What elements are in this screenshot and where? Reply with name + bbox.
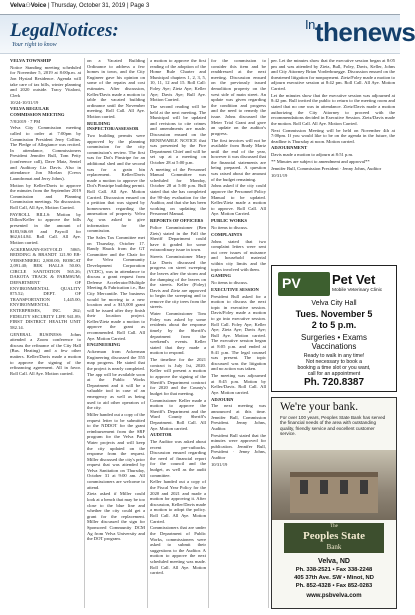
bank-window bbox=[360, 480, 368, 494]
notice-paragraph: Zietz asked if Miller could look at a bench that may be too close to the blue line and whether the city could get a grant for the replacement. Miller discussed the sign for Sponsored Community DCM Ag from Velva University and the DOT program. bbox=[87, 491, 145, 542]
legal-notices-subtitle: Your right to know bbox=[12, 42, 57, 48]
notice-code: 10/31/19 bbox=[211, 461, 228, 467]
notice-paragraph: Jennifer Bull, Commission President · Jenny Johns, Auditor bbox=[271, 165, 382, 171]
notice-paragraph: Notice Standing meeting scheduled for November 5, 2019 at 8:00p.m. at Jon Hystad Residence. Agenda will take care of tax bills, winter planning and 2020 outside. Tracy Vitaloni, Clerk bbox=[10, 64, 81, 98]
notice-paragraph: Commissioners that are under the Department of Public Works, commissioners were asked to submit their suggestions to the Auditor. A motion to approve the next scheduled meeting was made. Roll Call. All Aye. Motion carried. bbox=[150, 525, 206, 576]
bank-window bbox=[320, 480, 328, 494]
notice-column-1 bbox=[10, 58, 81, 610]
notice-column-2 bbox=[87, 58, 145, 610]
pet-vet-logo-text: PV bbox=[282, 275, 301, 291]
bank-body: For over 100 years, Peoples State Bank has served the financial needs of the area with outstanding quality, friendly service and excellent customer service. bbox=[280, 415, 386, 437]
notice-heading: VELVA REGULAR COMMISSION MEETING bbox=[10, 106, 65, 117]
notice-paragraph: for the commission to consider this item and be readdressed at the next meeting. Discussion ensued on the previously issued demolition property on the west side of main street. An update was given regarding the condition and progress and the need to remedy the issue. Johns discussed the Meter Trial Grant and gave an update on the auditor's progress. bbox=[211, 58, 266, 136]
column-rule bbox=[208, 58, 209, 608]
notice-heading: PUBLIC WORKS bbox=[211, 218, 248, 224]
pet-vet-logo bbox=[278, 272, 330, 296]
bank-logo-line-2: Peoples State bbox=[302, 530, 365, 542]
pet-vet-tagline: Mobile Veterinary Clinic bbox=[332, 288, 383, 293]
notice-paragraph: Ackerman from Ackerman Engineering discussed the 555 map progress. He stated that the project is nearly completed. The app will be available soon at the Public Works Department and it will be a valuable tool in case of an emergency as well as being used to aid other operators of the city. bbox=[87, 349, 145, 411]
notice-paragraph: A meeting of the Personnel Manual Committee was scheduled for Monday, October 28 at 5:00 p.m. Bull stated that she has completed the 90-day evaluation for the Auditor, and that she has been working on updating the Personnel Manual. bbox=[150, 166, 206, 217]
notice-paragraph: per. Let the minutes show that the executive session began at 8:05 pm and was attended by Zietz, Bull, Foley, Davis, Keller, Johns and City Attorney Brian Vorderbruegge. Discussion ensued on the threatened litigation for nonpayment. Zietz/Foley made a motion to adjourn executive session at 8:42 pm. Roll Call. All Aye. Motion Carried. bbox=[271, 58, 395, 91]
issue-info: | Thursday, October 31, 2019 | Page 3 bbox=[47, 3, 150, 9]
pet-vet-call-line-3: call for an appointment bbox=[307, 371, 361, 377]
notice-column-3 bbox=[150, 58, 206, 610]
notice-paragraph: The meeting was adjourned at 8:45 p.m. Motion by Keller/Davis. Roll Call. All Aye. Motion carried. bbox=[211, 373, 266, 395]
notice-paragraph: PAYROLL BILLS: Motion by Dillon/Keller to approve the bills presented in the amount of $183,946.69 and Payroll for $62,614.84. Roll Call. All Aye. Motion carried. bbox=[10, 211, 81, 245]
notice-paragraph: No items to discuss. bbox=[211, 280, 249, 286]
bank-address-city: Velva, ND bbox=[318, 558, 350, 565]
notice-paragraph: President Bull asked for a motion to discuss the next topic in executive session. Davis/Foley made a motion to go into executive session. Roll Call. Foley Aye; Keller Aye; Zietz Aye; Davis Aye; Bull Aye. Motion carried. The executive session began at 8:05 p.m. and ended at 8:41 p.m. The legal counsel was present. The topic discussed was the litigation and no action was taken. bbox=[211, 293, 266, 372]
pet-vet-time: 2 to 5 p.m. bbox=[311, 320, 357, 330]
bank-address-minot: 405 37th Ave. SW • Minot, ND bbox=[294, 575, 374, 581]
notice-heading: EXECUTIVE SESSION bbox=[211, 286, 259, 292]
pet-vet-services-2: Vaccinations bbox=[311, 342, 357, 351]
notice-paragraph: President Bull stated that the minutes were approved for publication. Jennifer Bull, President · Jenny Johns, Auditor bbox=[211, 432, 266, 460]
pet-vet-phone: Ph. 720.8387 bbox=[303, 377, 365, 388]
in-the-news-prefix: In bbox=[305, 17, 315, 32]
notice-heading: ADJOURNMENT bbox=[271, 145, 308, 151]
bank-logo-line-1: The bbox=[330, 524, 338, 529]
notice-paragraph: The second reading will be held at the next meeting. The Municipal will be updated and revisions to cite crimes and amendments are made. Discussion ensued on the RENEWABLE NOTICE that was presented by the Fire Department Chief and will be set up at a meeting on October 28 at 5:00 p.m. bbox=[150, 103, 206, 165]
notice-paragraph: Two building permits were approved by the planning commission for the city commission's review. The first was for Dot's Pinstripe for an additional shed and the second was for a grain bin replacement. Keller/Davis made a motion to approve the Dot's Pinstripe building permit. Roll Call. All Aye. Motion Carried. Discussion ensued on a petition that was signed by homeowners regarding the annexation of property. Velva Ag was asked to give information for the commission. bbox=[87, 133, 145, 234]
notice-column-5 bbox=[271, 58, 395, 261]
notice-paragraph: ** Minutes are subject to amendment and approval** bbox=[271, 159, 370, 165]
notice-code: 10/24-10/31/19 bbox=[10, 99, 39, 105]
notice-heading: GAMING bbox=[211, 273, 231, 279]
paper-name-rest: Voice bbox=[30, 3, 47, 9]
notice-paragraph: Miller handed out a copy of the request letter to be submitted to the NDDOT for the grant reimbursement from the SRF program for the Velva Park Water projects and will keep the city updated on the response from the request. Miller discussed the city's prior request that was attended by Velva Sanitation on Thursday, October 31 at 9:00 am. All commissioners are welcome to attend. bbox=[87, 411, 145, 490]
notice-heading: COMPLAINTS bbox=[211, 231, 243, 237]
bank-address-phone: Ph. 338-2521 • Fax 338-2248 bbox=[295, 567, 373, 573]
notice-column-4 bbox=[211, 58, 266, 610]
notice-paragraph: The Sales Tax Committee met on Thursday, October 17. Randy Hauck from the GT Committee and the Chair for the Velva Community Development Corporation (VCDC), was in attendance to discuss a grant request from Defense Accelerator/Multiple Meeting & Fabrication i.e., Bar City Mercantile. The business would be moving to a new location and a $15,000 grant will be issued after they finish their location project. Keller/Zietz made a motion to approve the grant as recommended. Roll Call. All Aye. Motion Carried. bbox=[87, 234, 145, 341]
notice-paragraph: ACKERMANN-ESTVOLD 5065; BEDDING & BRANDT 121.90 EB-VERSENBERG 2,800.00; BOBCAT 2,091.40; BEK HALLS 50.00; CIRCLE SANITATION 565.26; DAKOTA TRACK & FARMSUM; DEPARTMENT OF ENVIRONMENTAL QUALITY 875.52; DEPT. OF TRANSPORTATION 1,445.00; ENVIRONMENTAL ENTERPRISES, INC. 262; FIDELITY SECURITY LIFE 941.89; FIRST DISTRICT HEALTH UNIT 582.14. bbox=[10, 246, 81, 330]
column-rule bbox=[84, 58, 85, 608]
bank-window bbox=[300, 480, 308, 494]
notice-paragraph: Let the minutes show that the executive session was adjourned at 8:42 pm. Bull invited the public to return to the meeting room and stated that no one was in attendance. Zietz/Davis made a motion authorizing the City Attorney to proceed with the recommendations decided in Executive Session. Zietz/Davis made the motion. Roll Call. All Aye. Motion Carried. bbox=[271, 92, 395, 126]
column-rule bbox=[268, 58, 269, 608]
pet-vet-call-line-2: booking a time slot or you want, bbox=[297, 365, 371, 371]
pet-vet-call-line-1: Not necessary to book a bbox=[306, 359, 362, 365]
bank-address-minot-phone: Ph. 852-4328 • Fax 852-0283 bbox=[295, 583, 373, 589]
notice-paragraph: Davis made a motion to adjourn at 8:51 p.m. bbox=[271, 152, 354, 158]
notice-paragraph: Police Commissioner (Ben Ziets) stated in the Fall the Sheriff Department could have it graded for some extraordinary issue in town. bbox=[150, 224, 206, 253]
pet-vet-ad bbox=[271, 265, 397, 392]
notice-paragraph: Streets Commissioner Mary Liz Davis discussed the progress on street sweeping the leaves after the storm and the dumping of the leaves on the streets. Keller (Foley) Davis and Zietz are approved to begin the sweeping and to remove the city trees from the streets. bbox=[150, 254, 206, 310]
in-the-news-title bbox=[305, 17, 415, 48]
notice-paragraph: The Auditor was asked about recent pre-cutbacks. Discussion ensued regarding the need of financial report for the council and the budget, as well as the audit committee. bbox=[150, 439, 206, 478]
column-rule bbox=[147, 58, 148, 608]
notice-heading: AUDITOR bbox=[150, 432, 172, 438]
notice-paragraph: a motion to approve the first reading of the adoption of the Home Rule Charter and Municipal chapters 1, 2, 3, 5, 10, 11, 12 and 15. Roll Call: Foley Aye; Zietz Aye; Keller Aye; Davis Aye; Bull Aye. Motion Carried. bbox=[150, 58, 206, 103]
notice-code: 10/31/19 bbox=[271, 172, 288, 178]
bank-logo-line-3: Bank bbox=[326, 543, 342, 551]
pet-vet-name: Pet Vet bbox=[332, 272, 376, 287]
running-header-text bbox=[10, 2, 149, 9]
notice-subheading: 7/8/2019 · 7 PM bbox=[10, 118, 41, 124]
notice-heading: VELVA TOWNSHIP bbox=[10, 58, 52, 63]
bank-window bbox=[340, 480, 348, 494]
notice-paragraph: Keller handed out a copy of the Fiscal Year Policy for the 2020 and 2021 and made a motion for approving it. After discussion, Keller/Davis made a motion to adopt the policy. Roll Call. All Aye. Motion Carried. bbox=[150, 479, 207, 524]
paper-name: Velva bbox=[10, 3, 26, 9]
notice-paragraph: Water Commissioner Tom Foley was asked by some residents about the response timely by the Sheriff's department from the weekend's events. Keller stated that they made a motion to respond. bbox=[150, 311, 206, 356]
notice-paragraph: Commissioner Keller made a motion to approve the Sheriff's Department and the Ward County Sheriff's Department. Roll Call. All Aye. Motion carried. bbox=[150, 397, 206, 431]
bank-headline: We're your bank. bbox=[280, 401, 359, 413]
notice-paragraph: The timeline for the 2021 contract is July 1st, 2020. Keller will present a motion to approve the signing of the Sheriff's Department contract for 2020 and the County's budget for that meeting. bbox=[150, 357, 206, 396]
notice-paragraph: Velva City Commission meeting called to order at 7:00pm by Commission President Jerry Collins. The Pledge of Allegiance was recited. In attendance, Commissioners President Jennifer Bull, Tom Petty (conference call), Dave Matz, Sentel and Auditory Liz Davis. Also in attendance Jon Morlan (Crews Laundromat and Jerry Johns). bbox=[10, 125, 81, 181]
legal-notices-title: LegalNotices: bbox=[10, 20, 119, 41]
paper-emblem: ⚇ bbox=[25, 3, 31, 9]
notice-paragraph: Next Commission Meeting will be held on November 4th at 7:00pm. If you would like to be on the agenda in the future, the deadline is Thursday at noon. Motion carried. bbox=[271, 127, 395, 144]
notice-heading: ADJOURN bbox=[211, 396, 234, 402]
notice-heading: REPORTS OF OFFICERS bbox=[150, 218, 204, 224]
pet-vet-location: Velva City Hall bbox=[311, 300, 357, 307]
pet-vet-services: Surgeries • Exams bbox=[301, 333, 367, 342]
running-header bbox=[0, 0, 400, 15]
notice-heading: ENGINEERING bbox=[87, 342, 121, 348]
notice-paragraph: GENERAL BUSINESS: Johns attended a Zoom conference to discuss the refinance of the City Hall (Bus. Heating) and a few other matters. Keller/Davis made a motion to approve the signing of the refinancing agreement. All in favor. Roll Call. All Aye. Motion carried. bbox=[10, 331, 81, 376]
notice-paragraph: The next meeting was announced at this time. Jennifer Bull, Commission President. Jenny Johns, Auditor. bbox=[211, 403, 266, 431]
peoples-state-bank-ad bbox=[271, 397, 397, 609]
bank-logo bbox=[284, 523, 384, 553]
notice-paragraph: No items to discuss. bbox=[211, 224, 249, 230]
pet-vet-dates: Tues. November 5 bbox=[295, 309, 373, 319]
in-the-news-word: thenews bbox=[314, 17, 415, 47]
notice-heading: BUILDING INSPECTOR/ASSESSOR bbox=[87, 120, 139, 132]
pet-vet-walkin: Ready to walk in any time! bbox=[303, 353, 365, 359]
notice-paragraph: Motion by Keller/Davis to approve the minutes from the September 2019 Commission and Planning Commission meetings. No discussion. Roll Call, All Aye, Motion Carried. bbox=[10, 182, 81, 210]
bank-website: www.psbvelva.com bbox=[306, 593, 362, 599]
notice-paragraph: Johns stated that two complaint letters were sent out over issues of nuisance and household material within city limits and the topics involved with them. bbox=[211, 238, 266, 272]
notice-paragraph: The first invoices will not be available from Brady Martz until the end of the year, however it was discussed that the financial statements are being prepared. A question was raised about the amount of the budget remaining. bbox=[211, 137, 266, 182]
notice-paragraph: Johns asked if the city could approve the Personnel Policy Manual to be updated. Keller/Zietz made a motion to approve. Roll Call. All Aye. Motion Carried. bbox=[211, 183, 266, 217]
notice-paragraph: on a Vacated Building Ordinance to address a few homes in town, and the City Engineer gave his opinion on some of the repairs and cost estimates. After discussion, Keller/Davis made a motion to table the vacated building ordinance until the November meeting. Roll Call. All Aye. Motion carried. bbox=[87, 58, 145, 119]
